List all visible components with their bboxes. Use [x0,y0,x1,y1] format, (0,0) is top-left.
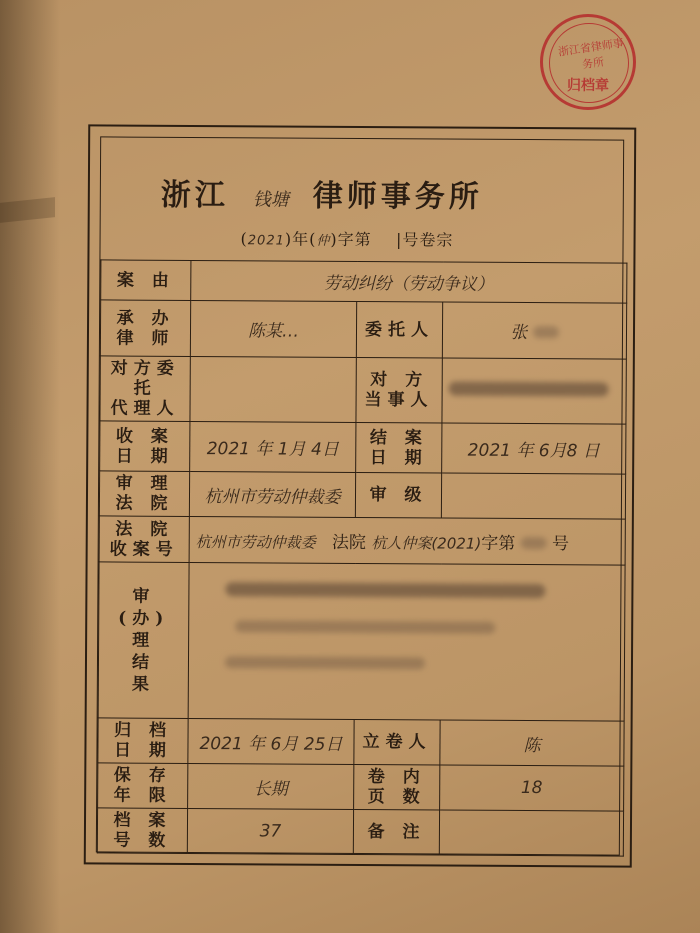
pages-label: 卷 内 页 数 [354,764,440,810]
table-row [98,718,624,766]
file-cover-frame [84,124,637,867]
redaction [521,537,547,549]
court-no-suffix: 字第 [481,533,516,554]
file-number-line: (2021)年(仲)字第 |号卷宗 [240,229,454,250]
lawyer-label: 承 办 律 师 [100,300,190,357]
opp-agent-label: 对方委托 代理人 [100,356,190,422]
redaction [449,382,609,397]
table-row [100,421,626,474]
title-province: 浙江 [160,177,229,214]
court-no-end: 号 [551,534,570,555]
trial-court-label: 审 理 法 院 [99,471,189,517]
court-no-mid-value: 杭人仲案(2021) [371,534,482,553]
title-suffix: 律师事务所 [312,178,483,215]
archive-no-value: 37 [187,808,353,854]
court-no-value [189,516,625,565]
filer-label: 立卷人 [354,719,440,765]
opp-party-label: 对 方 当事人 [356,357,442,423]
page-title [161,170,601,217]
case-reason-label: 案 由 [101,260,191,301]
court-no-left: 杭州市劳动仲裁委 [195,532,316,552]
file-cover-inner [96,136,624,855]
receive-date-value: 2021 年 1月 4日 [190,421,356,472]
client-label: 委托人 [356,301,442,358]
redaction [225,656,425,669]
case-record-table [97,259,628,856]
case-type-value: 仲 [316,233,331,249]
pages-value: 18 [440,765,624,811]
opp-party-value [442,358,626,424]
case-word-label: 字第 [337,229,372,250]
trial-level-label: 审 级 [355,472,441,518]
case-reason-value: 劳动纠纷（劳动争议） [191,260,627,303]
redaction [533,326,559,338]
table-row [100,300,626,359]
redaction [235,620,495,634]
number-label: 号卷宗 [402,230,454,250]
close-date-label: 结 案 日 期 [356,422,442,473]
archive-no-label: 档 案 号 数 [97,808,187,854]
court-no-mid-label: 法院 [331,532,367,554]
year-label: 年 [292,229,310,249]
lawyer-value: 陈某… [190,300,356,357]
archive-seal [540,14,636,110]
client-name: 张 [510,322,528,344]
table-row [99,516,625,565]
result-value [188,562,625,721]
redaction [225,582,545,598]
table-row [100,356,626,424]
filer-value: 陈 [440,720,624,766]
table-row [97,808,623,856]
trial-level-value [441,473,625,519]
trial-court-value: 杭州市劳动仲裁委 [189,471,355,517]
close-date-value: 2021 年 6月8 日 [442,423,626,474]
table-row [101,260,627,303]
seal-label: 归档章 [567,78,609,94]
archive-date-label: 归 档 日 期 [98,718,188,764]
page-shadow [0,0,60,933]
result-label: 审 (办) 理 结 果 [98,562,189,719]
archive-date-value: 2021 年 6月 25日 [188,718,354,764]
table-row [98,562,625,721]
title-handwritten-city: 钱塘 [252,189,289,211]
opp-agent-value [190,356,356,422]
table-row [99,471,625,519]
retention-label: 保 存 年 限 [98,763,188,809]
remarks-value [439,810,623,856]
year-value: 2021 [247,233,285,249]
seal-org-text: 浙江省律师事务所 [557,36,625,72]
court-no-label: 法 院 收案号 [99,516,189,563]
receive-date-label: 收 案 日 期 [100,421,190,472]
remarks-label: 备 注 [353,809,439,855]
table-row [98,763,624,811]
retention-value: 长期 [188,763,354,809]
client-value [442,302,626,359]
